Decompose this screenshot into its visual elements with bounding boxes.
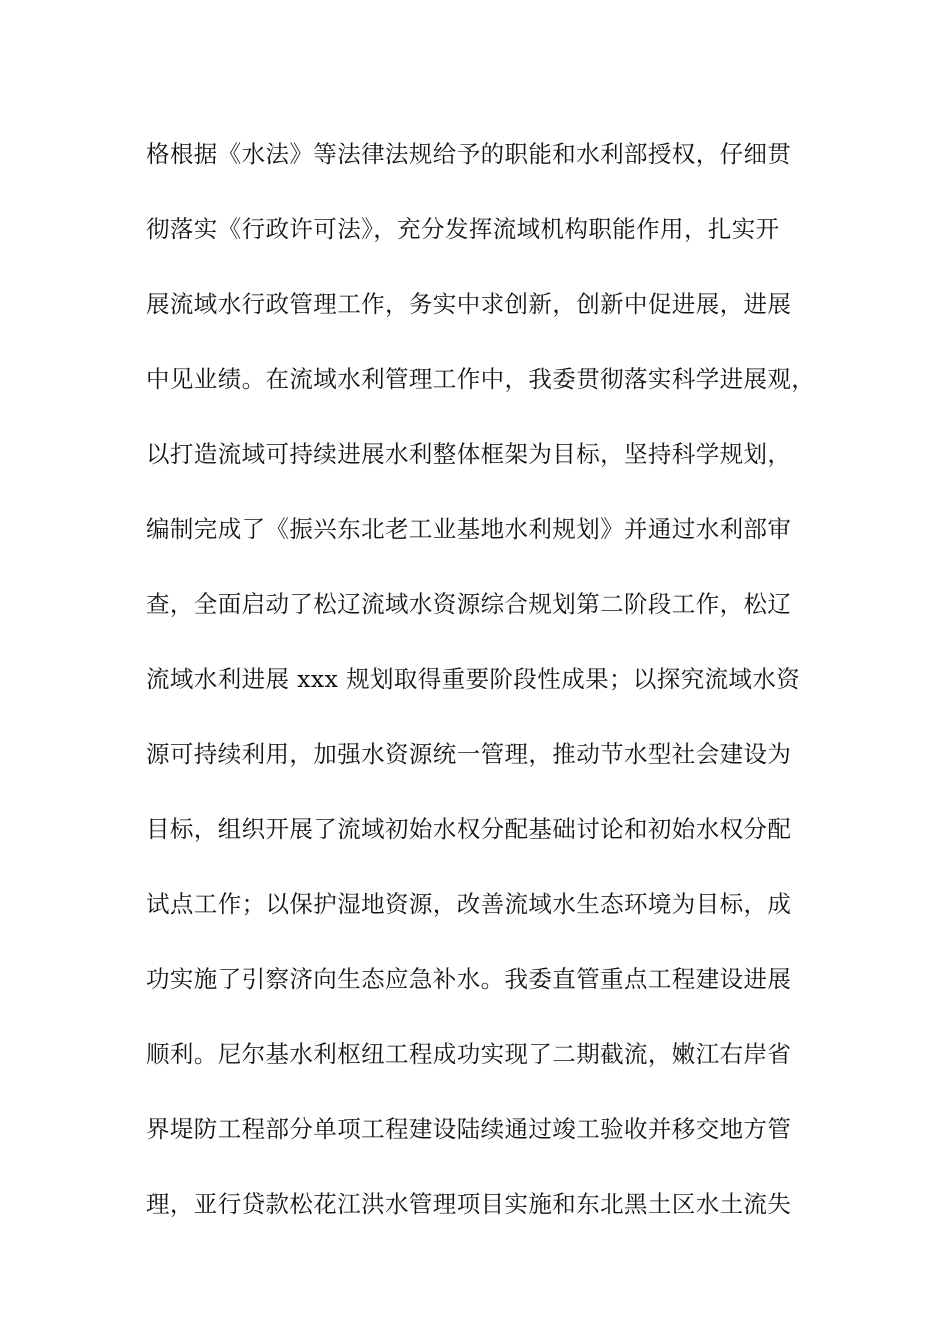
body-text: [146, 129, 836, 1254]
text-line: 展流域水行政管理工作，务实中求创新，创新中促进展，进展: [146, 290, 792, 318]
text-line: 理，亚行贷款松花江洪水管理项目实施和东北黑土区水土流失: [146, 1190, 792, 1218]
text-line: 功实施了引察济向生态应急补水。我委直管重点工程建设进展: [146, 965, 792, 993]
text-line: 编制完成了《振兴东北老工业基地水利规划》并通过水利部审: [146, 515, 792, 543]
text-line: 试点工作；以保护湿地资源，改善流域水生态环境为目标，成: [146, 890, 792, 918]
text-line: 格根据《水法》等法律法规给予的职能和水利部授权，仔细贯: [146, 140, 792, 168]
text-line: 流域水利进展 xxx 规划取得重要阶段性成果；以探究流域水资: [146, 665, 801, 693]
text-line: 彻落实《行政许可法》，充分发挥流域机构职能作用，扎实开: [146, 215, 780, 243]
text-line: 查，全面启动了松辽流域水资源综合规划第二阶段工作，松辽: [146, 590, 792, 618]
text-line: 中见业绩。在流域水利管理工作中，我委贯彻落实科学进展观，: [146, 365, 816, 393]
text-line: 界堤防工程部分单项工程建设陆续通过竣工验收并移交地方管: [146, 1115, 792, 1143]
text-line: 以打造流域可持续进展水利整体框架为目标，坚持科学规划，: [146, 440, 792, 468]
text-line: 顺利。尼尔基水利枢纽工程成功实现了二期截流，嫩江右岸省: [146, 1040, 792, 1068]
text-line: 源可持续利用，加强水资源统一管理，推动节水型社会建设为: [146, 740, 792, 768]
text-line: 目标，组织开展了流域初始水权分配基础讨论和初始水权分配: [146, 815, 792, 843]
